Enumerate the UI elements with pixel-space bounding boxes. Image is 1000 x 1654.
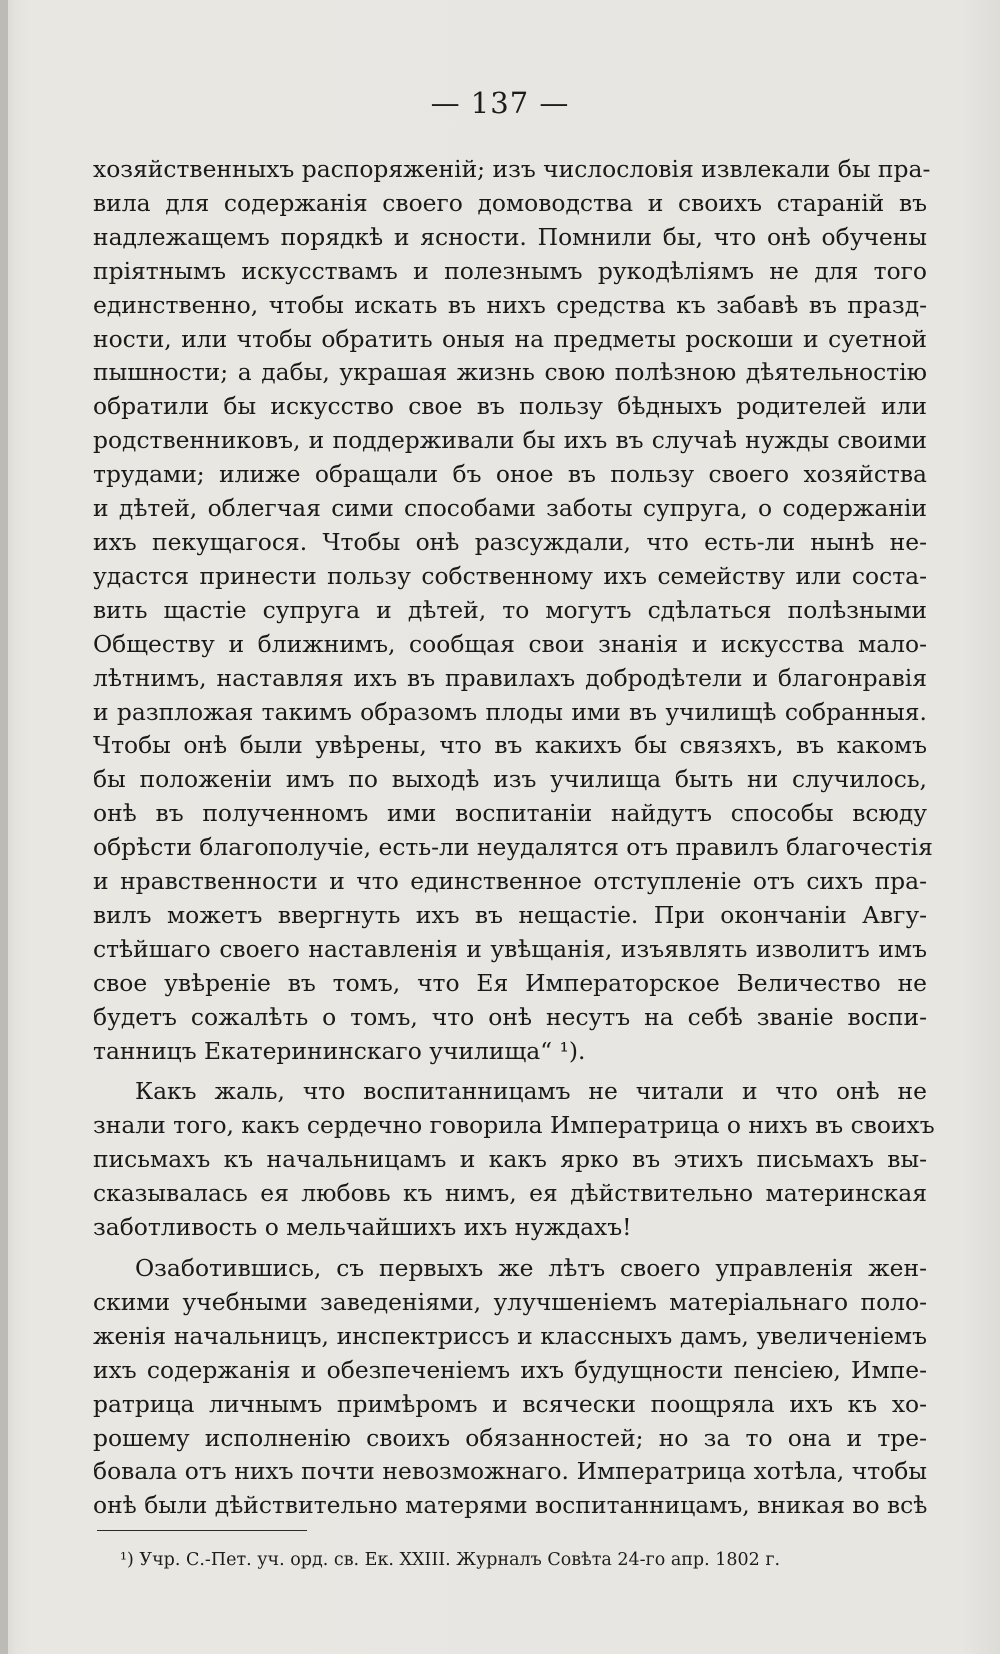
text-line: рошему исполненію своихъ обязанностей; но за то она и тре- [93,1423,927,1452]
text-line: сказывалась ея любовь къ нимъ, ея дѣйствительно материнская [93,1179,927,1208]
text-line: Какъ жаль, что воспитанницамъ не читали и что онѣ не [135,1077,927,1106]
text-line: удастся принести пользу собственному ихъ семейству или соста- [93,561,927,590]
text-line: ности, или чтобы обратить оныя на предметы роскоши и суетной [93,324,927,353]
text-line: хозяйственныхъ распоряженій; изъ числословія извлекали бы пра- [93,155,931,183]
text-line: ратрица личнымъ примѣромъ и всячески поощряла ихъ къ хо- [93,1389,927,1418]
text-line: знали того, какъ сердечно говорила Императрица о нихъ въ своихъ [93,1111,935,1140]
text-line: вилъ можетъ ввергнуть ихъ въ нещастіе. При окончаніи Авгу- [93,900,927,929]
footnote-divider [97,1530,307,1531]
text-line: обрѣсти благополучіе, есть-ли неудалятся отъ правилъ благочестія [93,833,933,862]
text-line: родственниковъ, и поддерживали бы ихъ въ случаѣ нужды своими [93,426,927,455]
text-line: онѣ въ полученномъ ими воспитаніи найдутъ способы всюду [93,799,927,828]
footnote [120,1547,920,1573]
footnote-marker: ¹) [120,1550,134,1570]
page-number: — 137 — [430,86,570,120]
text-line: свое увѣреніе въ томъ, что Ея Императорское Величество не [93,968,927,997]
paragraph-1 [93,153,933,1068]
text-line: надлежащемъ порядкѣ и ясности. Помнили бы, что онѣ обучены [93,222,927,251]
page-edge-shadow [0,0,8,1654]
text-line: и дѣтей, облегчая сими способами заботы супруга, о содержаніи [93,494,927,523]
text-line: единственно, чтобы искать въ нихъ средства къ забавѣ въ празд- [93,290,927,319]
text-line: ихъ содержанія и обезпеченіемъ ихъ будущности пенсіею, Импе- [93,1355,927,1384]
text-line: будетъ сожалѣть о томъ, что онѣ несутъ на себѣ званіе воспи- [93,1002,927,1031]
text-line: женія начальницъ, инспектриссъ и классныхъ дамъ, увеличеніемъ [93,1321,927,1350]
text-line: Чтобы онѣ были увѣрены, что въ какихъ бы связяхъ, въ какомъ [93,731,927,760]
text-line: вить щастіе супруга и дѣтей, то могутъ сдѣлаться полѣзными [93,595,927,624]
text-line: обратили бы искусство свое въ пользу бѣдныхъ родителей или [93,392,927,421]
text-line: трудами; илиже обращали бъ оное въ пользу своего хозяйства [93,460,927,489]
text-line: стѣйшаго своего наставленія и увѣщанія, изъявлять изволитъ имъ [93,934,927,963]
text-line: лѣтнимъ, наставляя ихъ въ правилахъ добродѣтели и благонравія [93,663,927,692]
text-line: онѣ были дѣйствительно матерями воспитанницамъ, вникая во всѣ [93,1491,928,1520]
text-line: вила для содержанія своего домоводства и своихъ стараній въ [93,188,927,217]
text-line: скими учебными заведеніями, улучшеніемъ матеріальнаго поло- [93,1287,927,1316]
body-text [93,153,935,1523]
text-line: ихъ пекущагося. Чтобы онѣ разсуждали, что есть-ли нынѣ не- [93,527,927,556]
text-line: и нравственности и что единственное отступленіе отъ сихъ пра- [93,867,927,896]
text-line: пріятнымъ искусствамъ и полезнымъ рукодѣліямъ не для того [93,256,927,285]
text-line: танницъ Екатерининскаго училища“ ¹). [93,1036,586,1065]
text-line: бы положеніи имъ по выходѣ изъ училища быть ни случилось, [93,765,927,794]
text-line: Озаботившись, съ первыхъ же лѣтъ своего управленія жен- [135,1254,927,1282]
text-line: и разпложая такимъ образомъ плоды ими въ училищѣ собранныя. [93,697,927,726]
text-line: Обществу и ближнимъ, сообщая свои знанія и искусства мало- [93,629,927,658]
text-line: письмахъ къ начальницамъ и какъ ярко въ этихъ письмахъ вы- [93,1145,927,1174]
text-line: бовала отъ нихъ почти невозможнаго. Императрица хотѣла, чтобы [93,1457,927,1486]
paragraph-2 [93,1075,935,1245]
paragraph-3 [93,1252,927,1523]
text-line: заботливость о мельчайшихъ ихъ нуждахъ! [93,1213,632,1242]
footnote-text: Учр. С.-Пет. уч. орд. св. Ек. XXIII. Журналъ Совѣта 24-го апр. 1802 г. [139,1550,781,1570]
text-line: пышности; а дабы, украшая жизнь свою полѣзною дѣятельностію [93,358,927,387]
